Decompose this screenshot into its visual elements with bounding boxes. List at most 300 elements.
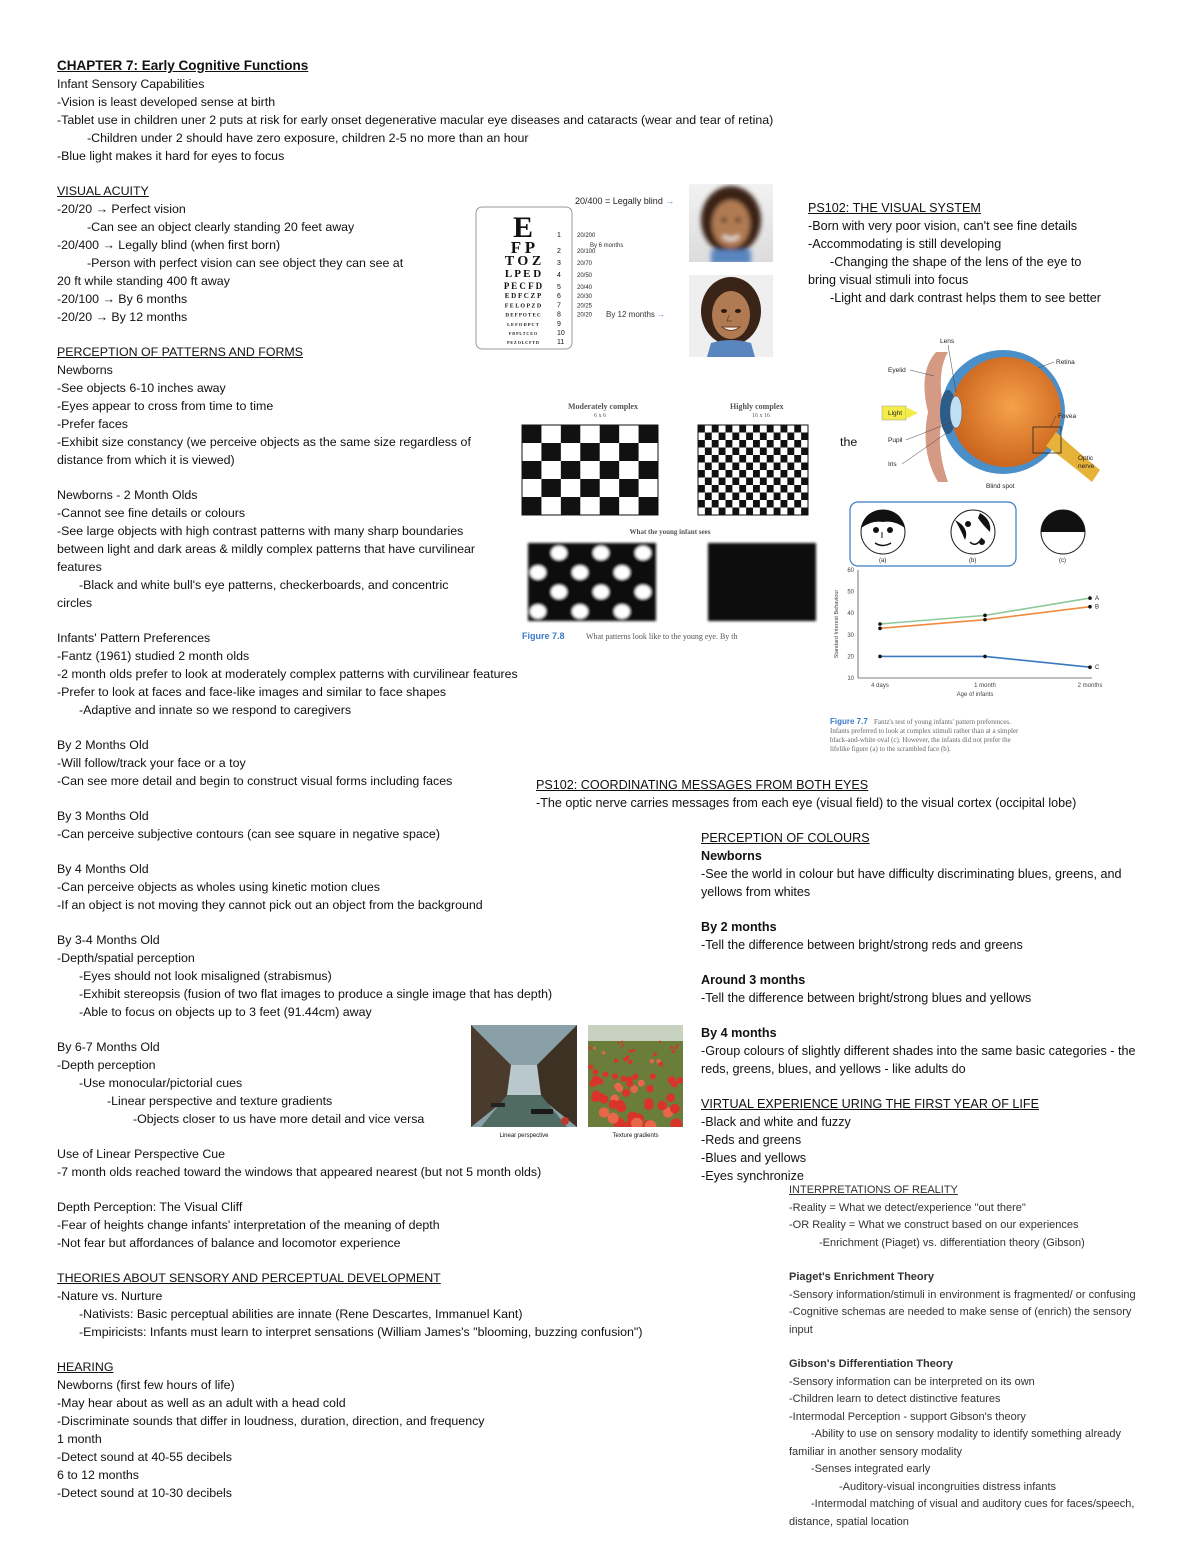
checker-square [600, 461, 619, 479]
poppy [618, 1042, 620, 1044]
checker-square [698, 470, 705, 478]
checker-square [774, 508, 781, 516]
poppy [612, 1073, 618, 1079]
eye-chart-row-number: 10 [557, 330, 565, 337]
figure-caption: Fantz's test of young infants' pattern preferences. [874, 718, 1011, 726]
checker-square [522, 425, 541, 443]
checker-square [753, 440, 760, 448]
poppy [675, 1046, 678, 1049]
poppy [666, 1093, 675, 1102]
text-line: -Linear perspective and texture gradients [107, 1094, 333, 1108]
checker-square [739, 500, 746, 508]
eye-chart-row: P E Z O L C F T D [507, 340, 539, 346]
checker-square [705, 448, 712, 456]
x-tick-label: 1 month [974, 683, 996, 689]
label-high: Highly complex [730, 402, 784, 411]
checker-square [767, 485, 774, 493]
blurred-checker [528, 543, 656, 621]
checker-square [732, 508, 739, 516]
blur-hole [635, 546, 651, 560]
checker-square [767, 455, 774, 463]
poppy [676, 1044, 679, 1047]
checker-square [774, 478, 781, 486]
checker-square [753, 425, 760, 433]
poppy [621, 1041, 623, 1043]
blur-hole [593, 585, 609, 599]
text-line: -Black and white and fuzzy [701, 1115, 851, 1129]
poppy [677, 1077, 683, 1084]
checkerboard-6x6 [522, 425, 658, 515]
checker-square [794, 500, 801, 508]
eye-chart-row: P E C F D [503, 281, 543, 291]
label-light: Light [888, 410, 903, 417]
text-line: -Sensory information/stimuli in environment is fragmented/ or confusing [789, 1288, 1136, 1301]
checker-border [522, 425, 658, 515]
eye-chart-row: E D F C Z P [504, 292, 542, 301]
text-line: -Depth/spatial perception [57, 951, 195, 965]
text-line: -Auditory-visual incongruities distress infants [839, 1480, 1057, 1493]
figure-caption: lifelike figure (a) to the scrambled face (b). [830, 745, 951, 753]
text-line: -Use monocular/pictorial cues [79, 1076, 243, 1090]
poppy [646, 1085, 654, 1093]
y-tick-label: 10 [847, 676, 854, 682]
label-optic: Optic [1078, 455, 1094, 462]
text-line: -Detect sound at 40-55 decibels [57, 1450, 232, 1464]
heading-virtual-experience: VIRTUAL EXPERIENCE URING THE FIRST YEAR OF LIFE [701, 1097, 1040, 1111]
face-c-icon [1041, 510, 1085, 554]
text-line: yellows from whites [701, 885, 811, 899]
poppy [632, 1049, 635, 1052]
poppy [614, 1059, 618, 1063]
poppy [658, 1062, 663, 1067]
poppy [588, 1065, 593, 1070]
label-iris: Iris [888, 461, 897, 468]
checker-square [739, 440, 746, 448]
data-point [878, 655, 882, 659]
checker-square [541, 443, 560, 461]
eye-chart-acuity: 20/70 [577, 261, 593, 267]
eye-chart-acuity: 20/50 [577, 273, 593, 279]
pattern-svg [520, 400, 820, 645]
canal-svg [471, 1025, 577, 1127]
eye-chart-row: D E F P O T E C [505, 313, 541, 319]
data-point [1088, 596, 1092, 600]
poppy [615, 1100, 624, 1109]
figure-number: Figure 7.7 [830, 717, 868, 726]
text-line: -Enrichment (Piaget) vs. differentiation theory (Gibson) [819, 1236, 1085, 1249]
checker-square [712, 440, 719, 448]
visual-system-block [808, 199, 1101, 307]
text-line: -Can perceive subjective contours (can see square in negative space) [57, 827, 440, 841]
heading-colours: PERCEPTION OF COLOURS [701, 831, 870, 845]
checker-square [619, 479, 638, 497]
label-6x6: 6 x 6 [594, 413, 606, 419]
checker-square [705, 478, 712, 486]
photo-caption: Texture gradients [612, 1133, 659, 1139]
poppy [670, 1104, 680, 1114]
text-line: Newborns [57, 363, 113, 377]
series-label: C [1095, 665, 1100, 672]
checker-square [746, 433, 753, 441]
y-tick-label: 30 [847, 632, 854, 639]
checker-square [726, 425, 733, 433]
checker-square [705, 433, 712, 441]
checker-square [781, 425, 788, 433]
checker-square [753, 470, 760, 478]
clear-face-photo [689, 275, 773, 357]
series-label: B [1095, 604, 1100, 611]
checker-square [787, 478, 794, 486]
checker-square [712, 425, 719, 433]
text-line: -Able to focus on objects up to 3 feet (91.44cm) away [79, 1005, 372, 1019]
text-line: -Tablet use in children uner 2 puts at risk for early onset degenerative macular eye diseases and cataracts (wear and tear of retina) [57, 113, 774, 127]
eye-chart-row-number: 11 [557, 339, 565, 347]
text-line: -Fear of heights change infants' interpretation of the meaning of depth [57, 1218, 440, 1232]
subheading: By 2 months [701, 920, 777, 934]
text-span: the [840, 435, 858, 449]
text-line: -Changing the shape of the lens of the eye to [830, 255, 1082, 269]
subheading: By 3 Months Old [57, 809, 149, 823]
label-b: (b) [969, 558, 977, 564]
checker-square [753, 485, 760, 493]
checker-square [580, 443, 599, 461]
poppy [658, 1101, 668, 1111]
text-line: -OR Reality = What we construct based on our experiences [789, 1219, 1079, 1231]
text-line: -Cognitive schemas are needed to make sense of (enrich) the sensory [789, 1306, 1132, 1318]
checker-square [767, 440, 774, 448]
figure-caption: black-and-white oval (c). However, the infants did not prefer the [830, 736, 1011, 744]
checker-square [698, 425, 705, 433]
checker-square [739, 485, 746, 493]
poppy [626, 1077, 633, 1084]
text-line: -20/400 → Legally blind (when first born) [57, 238, 281, 252]
label-moderate: Moderately complex [568, 402, 638, 411]
subheading: By 6-7 Months Old [57, 1040, 160, 1054]
text-line: -Prefer faces [57, 417, 128, 431]
text-line: -See objects 6-10 inches away [57, 381, 226, 395]
label-16x16: 16 x 16 [752, 413, 770, 419]
checker-square [753, 455, 760, 463]
checker-square [774, 463, 781, 471]
checker-square [760, 508, 767, 516]
blur-hole [530, 605, 546, 619]
text-line: -Detect sound at 10-30 decibels [57, 1486, 232, 1500]
blur-hole [572, 605, 588, 619]
poppy [623, 1057, 627, 1061]
poppy [599, 1107, 609, 1117]
heading-visual-system: PS102: THE VISUAL SYSTEM [808, 201, 981, 215]
checker-square [698, 485, 705, 493]
label-blind-spot: Blind spot [986, 483, 1015, 490]
checker-square [600, 497, 619, 515]
subheading: Infants' Pattern Preferences [57, 631, 211, 645]
poppy [644, 1098, 653, 1107]
checker-square [726, 500, 733, 508]
text-line: -Not fear but affordances of balance and locomotor experience [57, 1236, 401, 1250]
eye-chart-row: T O Z [504, 254, 542, 269]
checker-square [801, 478, 808, 486]
checker-square [561, 497, 580, 515]
eye-chart-figure [475, 193, 680, 353]
checker-square [787, 448, 794, 456]
checker-square [726, 470, 733, 478]
subheading: Newborns [701, 849, 762, 863]
text-line: -20/100 → By 6 months [57, 292, 188, 306]
text-line: -2 month olds prefer to look at moderately complex patterns with curvilinear features [57, 667, 518, 681]
eye-anatomy-svg [878, 332, 1108, 492]
heading-reality: INTERPRETATIONS OF REALITY [789, 1184, 958, 1196]
checker-square [781, 455, 788, 463]
eye-chart-acuity: 20/200 [577, 233, 596, 239]
label-c: (c) [1059, 558, 1066, 564]
checker-square [726, 455, 733, 463]
checker-square [726, 485, 733, 493]
blurry-face-photo [689, 184, 773, 262]
poppy [608, 1113, 619, 1124]
texture-gradient-photo [588, 1025, 683, 1139]
checker-square [719, 493, 726, 501]
checker-square [767, 500, 774, 508]
text-line: -Reds and greens [701, 1133, 802, 1147]
text-line: features [57, 560, 102, 574]
checker-square [600, 425, 619, 443]
checker-square [712, 485, 719, 493]
checker-square [781, 440, 788, 448]
blur-hole [551, 585, 567, 599]
eye-chart-row: F E L O P Z D [504, 303, 542, 310]
checker-square [541, 479, 560, 497]
data-point [1088, 605, 1092, 609]
poppy [622, 1044, 625, 1047]
poppy [621, 1076, 627, 1082]
checker-square [801, 433, 808, 441]
checker-square [719, 448, 726, 456]
poppy [622, 1089, 630, 1097]
text-line: -Exhibit stereopsis (fusion of two flat images to produce a single image that has depth) [79, 987, 553, 1001]
checker-square [794, 455, 801, 463]
checker-square [705, 463, 712, 471]
text-line: -Prefer to look at faces and face-like images and similar to face shapes [57, 685, 447, 699]
text-line: -Children under 2 should have zero exposure, children 2-5 no more than an hour [87, 131, 529, 145]
text-line: -Objects closer to us have more detail and vice versa [133, 1112, 425, 1126]
poppy [629, 1050, 632, 1053]
checker-square [726, 440, 733, 448]
x-tick-label: 4 days [871, 683, 889, 689]
text-line: bring visual stimuli into focus [808, 273, 969, 287]
face-a-icon [861, 510, 905, 554]
both-eyes-block [536, 776, 1076, 812]
text-line: Newborns (first few hours of life) [57, 1378, 235, 1392]
text-line: -Can see an object clearly standing 20 feet away [87, 220, 355, 234]
eye-chart-row-number: 9 [557, 320, 561, 328]
pattern-figure [520, 400, 820, 645]
label-eyelid: Eyelid [888, 367, 906, 374]
eye-chart-row: F P [510, 238, 536, 257]
poppies-svg [588, 1025, 683, 1127]
preference-line-chart [834, 568, 1102, 698]
poppy [672, 1050, 675, 1053]
checker-square [712, 500, 719, 508]
eye-chart-row-number: 5 [557, 284, 561, 291]
figure-caption: Infants preferred to look at complex stimuli rather than at a simpler [830, 727, 1019, 735]
eye-chart-row-number: 3 [557, 260, 561, 267]
checker-square [801, 508, 808, 516]
face-svg [689, 275, 773, 357]
checker-square [739, 470, 746, 478]
poppy [653, 1053, 657, 1057]
text-line: -See large objects with high contrast patterns with many sharp boundaries [57, 524, 464, 538]
eye-chart-acuity: 20/25 [577, 303, 593, 310]
text-line: -Accommodating is still developing [808, 237, 1002, 251]
eye-chart-row: F D P L T C E O [508, 331, 538, 336]
series-line-B [880, 607, 1090, 629]
checker-square [774, 433, 781, 441]
checker-square [719, 433, 726, 441]
text-line: -Will follow/track your face or a toy [57, 756, 246, 770]
text-line: -20/20 → Perfect vision [57, 202, 186, 216]
text-line: -Black and white bull's eye patterns, checkerboards, and concentric [79, 578, 449, 592]
checker-square [719, 508, 726, 516]
text-line: input [789, 1323, 813, 1336]
label-a: (a) [879, 558, 887, 564]
subheading: Piaget's Enrichment Theory [789, 1271, 935, 1283]
checker-square [580, 479, 599, 497]
x-axis-label: Age of infants [956, 692, 994, 698]
checker-square [760, 463, 767, 471]
text-line: -Group colours of slightly different shades into the same basic categories - the [701, 1044, 1136, 1058]
checker-square [639, 461, 658, 479]
y-tick-label: 60 [847, 568, 854, 574]
checker-square [787, 508, 794, 516]
checker-square [760, 478, 767, 486]
text-line: familiar in another sensory modality [789, 1445, 963, 1458]
text-line: -Intermodal Perception - support Gibson's theory [789, 1410, 1026, 1423]
poppy [669, 1076, 675, 1082]
text-line: -Light and dark contrast helps them to see better [830, 291, 1101, 305]
blur-hole [614, 566, 630, 580]
text-span: -Exhibit size constancy (we perceive objects as the same size regardless of [57, 435, 471, 449]
text-line: -Vision is least developed sense at birth [57, 95, 276, 109]
checker-square [619, 443, 638, 461]
checker-square [698, 455, 705, 463]
text-line: -Can perceive objects as wholes using kinetic motion clues [57, 880, 381, 894]
checker-square [746, 448, 753, 456]
checker-square [698, 500, 705, 508]
eye-chart-svg [475, 193, 680, 353]
checker-square [705, 508, 712, 516]
face-b-icon [951, 510, 995, 554]
checker-square [794, 425, 801, 433]
legally-blind-label: 20/400 = Legally blind → [575, 196, 675, 206]
heading-visual-acuity: VISUAL ACUITY [57, 184, 149, 198]
data-point [1088, 665, 1092, 669]
text-line: -Eyes appear to cross from time to time [57, 399, 274, 413]
checker-square [774, 493, 781, 501]
checker-square [794, 485, 801, 493]
poppy [630, 1085, 638, 1093]
label-retina: Retina [1056, 359, 1075, 366]
poppy [592, 1076, 598, 1082]
text-line: -See the world in colour but have difficulty discriminating blues, greens, and [701, 867, 1122, 881]
checker-square [739, 455, 746, 463]
checker-square [732, 448, 739, 456]
checker-square [561, 425, 580, 443]
poppy [659, 1041, 661, 1043]
subheading: By 3-4 Months Old [57, 933, 160, 947]
subheading: By 4 Months Old [57, 862, 149, 876]
eye-chart-acuity: 20/30 [577, 294, 593, 301]
text-line: -Nature vs. Nurture [57, 1289, 163, 1303]
text-line: circles [57, 596, 93, 610]
data-point [983, 618, 987, 622]
eye-chart-acuity: 20/20 [577, 312, 593, 319]
text-line: -Can see more detail and begin to construct visual forms including faces [57, 774, 453, 788]
subheading: Newborns - 2 Month Olds [57, 488, 198, 502]
text-line: -Nativists: Basic perceptual abilities are innate (Rene Descartes, Immanuel Kant) [79, 1307, 523, 1321]
subheading: By 2 Months Old [57, 738, 149, 752]
text-line: -Tell the difference between bright/strong blues and yellows [701, 991, 1032, 1005]
reality-block [789, 1182, 1136, 1531]
text-line: -Depth perception [57, 1058, 156, 1072]
checker-square [787, 433, 794, 441]
heading-hearing: HEARING [57, 1360, 114, 1374]
poppy [670, 1046, 673, 1049]
text-line: reds, greens, blues, and yellows - like adults do [701, 1062, 966, 1076]
checker-square [801, 448, 808, 456]
y-tick-label: 50 [847, 589, 854, 596]
checker-square [781, 470, 788, 478]
series-label: A [1095, 596, 1100, 603]
text-line: -Adaptive and innate so we respond to caregivers [79, 703, 352, 717]
figure-number: Figure 7.8 [522, 631, 565, 641]
text-line: -Person with perfect vision can see object they can see at [87, 256, 404, 270]
y-axis-label: Standard Interest Behaviour [834, 589, 840, 659]
text-line: -Children learn to detect distinctive features [789, 1393, 1001, 1405]
retina-area [951, 357, 1061, 467]
data-point [878, 622, 882, 626]
checker-square [760, 433, 767, 441]
poppy [650, 1059, 654, 1063]
checker-square [760, 448, 767, 456]
blur-hole [635, 585, 651, 599]
checker-square [522, 461, 541, 479]
subheading: Gibson's Differentiation Theory [789, 1358, 953, 1370]
checker-square [787, 463, 794, 471]
checker-square [774, 448, 781, 456]
text-line: -If an object is not moving they cannot pick out an object from the background [57, 898, 483, 912]
checker-square [639, 497, 658, 515]
text-line: -Tell the difference between bright/strong reds and greens [701, 938, 1023, 952]
checker-square [781, 500, 788, 508]
checker-square [739, 425, 746, 433]
text-line: -Intermodal matching of visual and auditory cues for faces/speech, [811, 1498, 1135, 1510]
poppy [593, 1047, 596, 1050]
checker-square [760, 493, 767, 501]
text-line: 20 ft while standing 400 ft away [57, 274, 230, 288]
text-line: -Senses integrated early [811, 1463, 931, 1475]
blur-hole [593, 546, 609, 560]
checker-square [767, 470, 774, 478]
blur-hole [614, 605, 630, 619]
eye-chart-row-number: 7 [557, 302, 561, 310]
checker-square [801, 493, 808, 501]
y-tick-label: 40 [847, 611, 854, 618]
heading-patterns: PERCEPTION OF PATTERNS AND FORMS [57, 345, 303, 359]
text-line: -Empiricists: Infants must learn to interpret sensations (William James's "blooming, buzzing confusion") [79, 1325, 643, 1339]
blur-hole [551, 546, 567, 560]
data-point [878, 627, 882, 631]
subheading: Use of Linear Perspective Cue [57, 1147, 226, 1161]
